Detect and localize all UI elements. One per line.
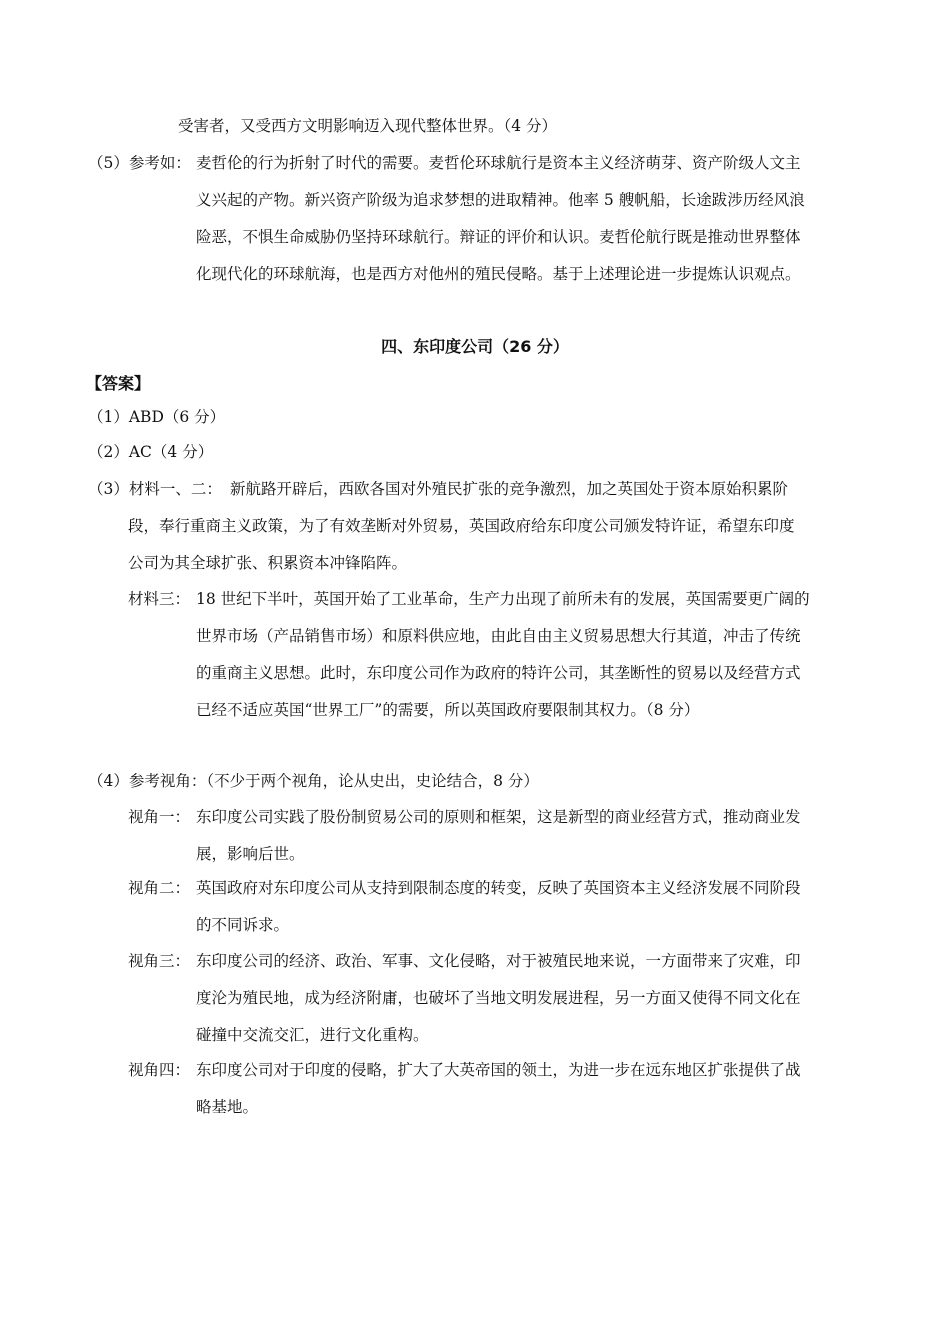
view-3-text: 东印度公司的经济、政治、军事、文化侵略，对于被殖民地来说，一方面带来了灾难，印度沦为殖民地，成为经济附庸，也破坏了当地文明发展进程，另一方面又使得不同文化在碰撞中交流交汇，进行文化重构。 <box>196 952 801 1044</box>
view-2-text: 英国政府对东印度公司从支持到限制态度的转变，反映了英国资本主义经济发展不同阶段的不同诉求。 <box>196 879 801 934</box>
view-1-text: 东印度公司实践了股份制贸易公司的原则和框架，这是新型的商业经营方式，推动商业发展，影响后世。 <box>196 808 801 863</box>
answer-3-label: （3）材料一、二： <box>88 480 222 498</box>
material-3-label: 材料三： <box>128 590 191 608</box>
view-4-text: 东印度公司对于印度的侵略，扩大了大英帝国的领土，为进一步在远东地区扩张提供了战略基地。 <box>196 1061 801 1116</box>
view-3-label: 视角三： <box>128 952 191 970</box>
prev-answer-line: 受害者，又受西方文明影响迈入现代整体世界。（4 分） <box>178 117 558 135</box>
answer-4-head: （4）参考视角：（不少于两个视角，论从史出，史论结合，8 分） <box>88 772 539 790</box>
q5-text: 麦哲伦的行为折射了时代的需要。麦哲伦环球航行是资本主义经济萌芽、资产阶级人文主义兴起的产物。新兴资产阶级为追求梦想的进取精神。他率 5 艘帆船，长途跋涉历经风浪险恶，不惧生命威胁仍坚持环球航行。辩证的评价和认识。麦哲伦航行既是推动世界整体化现代化的环球航海，也是西方对他州的殖民侵略。基于上述理论进一步提炼认识观点。 <box>196 154 805 283</box>
answer-tag: 【答案】 <box>86 374 151 393</box>
answer-3-text: 新航路开辟后，西欧各国对外殖民扩张的竞争激烈，加之英国处于资本原始积累阶段，奉行重商主义政策，为了有效垄断对外贸易，英国政府给东印度公司颁发特许证，希望东印度公司为其全球扩张、积累资本冲锋陷阵。 <box>128 480 795 572</box>
answer-2: （2）AC（4 分） <box>88 443 214 461</box>
section-title: 四、东印度公司（26 分） <box>381 337 569 356</box>
view-4-label: 视角四： <box>128 1061 191 1079</box>
material-3-text: 18 世纪下半叶，英国开始了工业革命，生产力出现了前所未有的发展，英国需要更广阔的世界市场（产品销售市场）和原料供应地，由此自由主义贸易思想大行其道，冲击了传统的重商主义思想。此时，东印度公司作为政府的特许公司，其垄断性的贸易以及经营方式已经不适应英国“世界工厂”的需要，所以英国政府要限制其权力。（8 分） <box>196 590 810 719</box>
view-2-label: 视角二： <box>128 879 191 897</box>
answer-1: （1）ABD（6 分） <box>88 408 226 426</box>
view-1-label: 视角一： <box>128 808 191 826</box>
q5-label: （5）参考如： <box>88 154 191 172</box>
